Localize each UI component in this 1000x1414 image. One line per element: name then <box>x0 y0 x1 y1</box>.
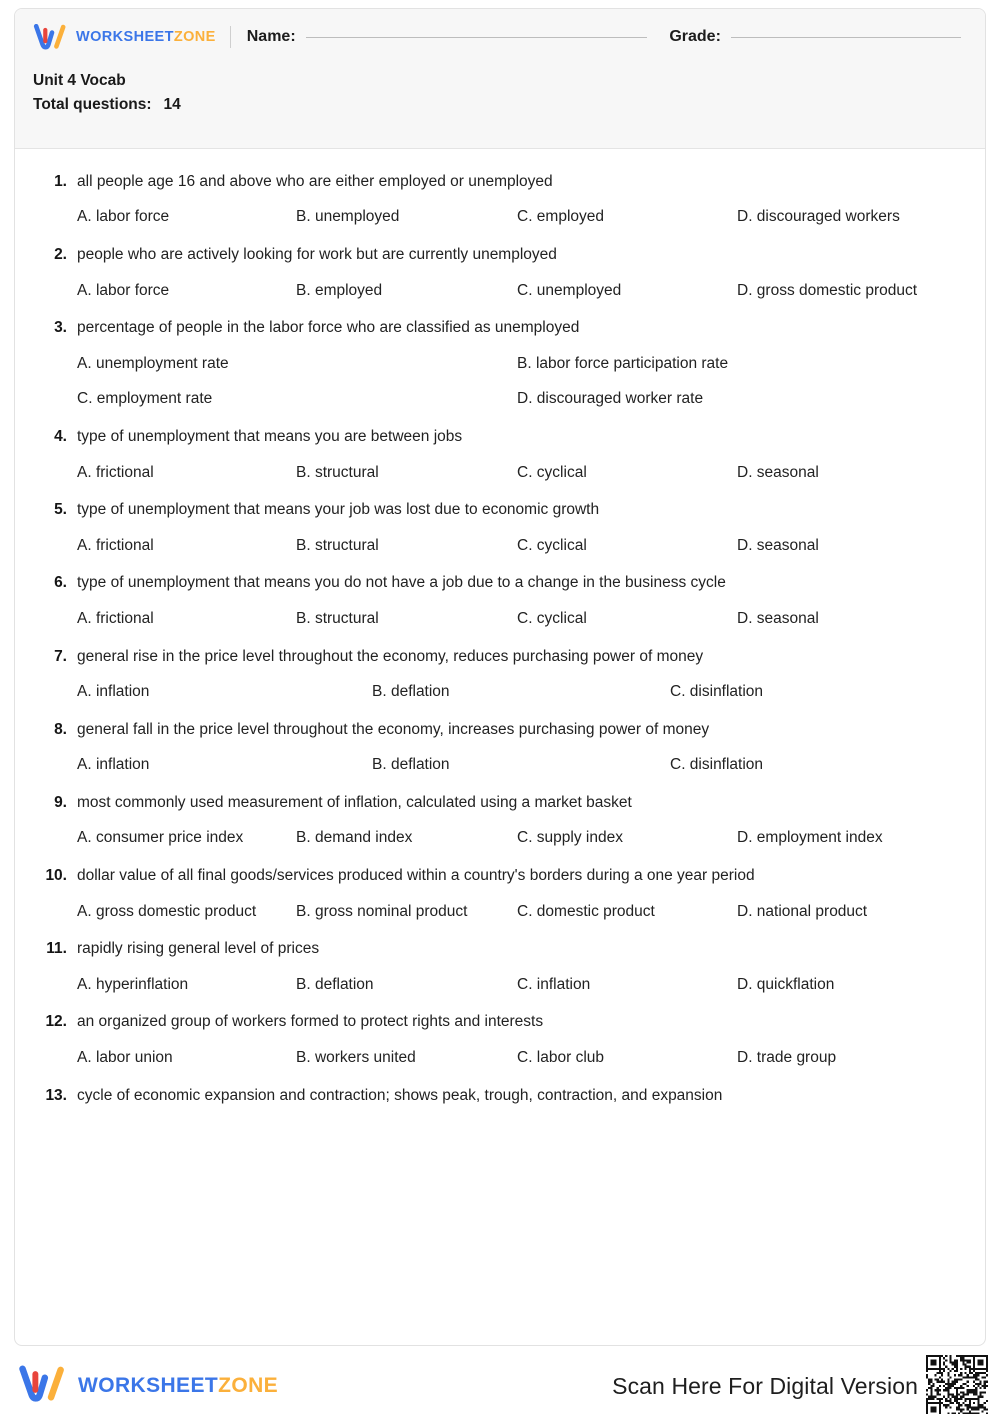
question-text: rapidly rising general level of prices <box>77 940 320 958</box>
question-options <box>77 353 963 410</box>
worksheet-zone-logo-icon <box>33 24 67 50</box>
question-item <box>37 646 963 703</box>
question-header <box>37 244 963 266</box>
brand-name-part2: ZONE <box>173 29 216 45</box>
answer-option[interactable]: B. deflation <box>296 975 374 993</box>
question-item <box>37 719 963 776</box>
question-item <box>37 426 963 483</box>
question-header <box>37 865 963 887</box>
answer-option[interactable]: B. labor force participation rate <box>517 354 729 372</box>
answer-option[interactable]: C. inflation <box>517 975 591 993</box>
question-options <box>77 206 963 228</box>
answer-option[interactable]: A. labor force <box>77 208 170 226</box>
question-text: cycle of economic expansion and contraction; shows peak, trough, contraction, and expansion <box>77 1086 723 1104</box>
answer-option[interactable]: C. employment rate <box>77 390 213 408</box>
question-header <box>37 171 963 193</box>
answer-option[interactable]: B. deflation <box>372 683 450 701</box>
answer-option[interactable]: A. inflation <box>77 683 150 701</box>
answer-option[interactable]: B. gross nominal product <box>296 902 468 920</box>
question-header <box>37 572 963 594</box>
question-header <box>37 317 963 339</box>
worksheet-header <box>15 9 985 149</box>
answer-option[interactable]: C. disinflation <box>670 683 764 701</box>
question-number: 11. <box>46 940 67 958</box>
question-options <box>77 535 963 557</box>
question-number: 12. <box>45 1013 67 1031</box>
scan-section <box>612 1355 988 1414</box>
answer-option[interactable]: B. workers united <box>296 1048 416 1066</box>
answer-option[interactable]: C. cyclical <box>517 536 587 554</box>
answer-option[interactable]: A. frictional <box>77 536 154 554</box>
question-text: type of unemployment that means you are between jobs <box>77 428 463 446</box>
answer-option[interactable]: B. structural <box>296 609 379 627</box>
header-divider <box>230 26 231 48</box>
footer-brand-wordmark <box>78 1374 278 1398</box>
qr-code-icon[interactable] <box>926 1355 988 1414</box>
answer-option[interactable]: D. trade group <box>737 1048 837 1066</box>
question-item <box>37 792 963 849</box>
question-options <box>77 901 963 923</box>
question-options <box>77 827 963 849</box>
question-options <box>77 1047 963 1069</box>
question-number: 13. <box>45 1086 67 1104</box>
question-number: 3. <box>54 319 67 337</box>
question-item <box>37 572 963 629</box>
answer-option[interactable]: B. structural <box>296 463 379 481</box>
answer-option[interactable]: A. frictional <box>77 463 154 481</box>
question-text: general fall in the price level throughout the economy, increases purchasing power of money <box>77 720 710 738</box>
brand-logo <box>33 24 216 50</box>
page-footer <box>0 1358 1000 1414</box>
question-text: people who are actively looking for work but are currently unemployed <box>77 246 557 264</box>
question-text: type of unemployment that means your job was lost due to economic growth <box>77 501 600 519</box>
question-number: 2. <box>54 246 67 264</box>
question-header <box>37 1011 963 1033</box>
brand-name-part1: WORKSHEET <box>76 29 174 45</box>
answer-option[interactable]: D. seasonal <box>737 609 819 627</box>
answer-option[interactable]: B. deflation <box>372 756 450 774</box>
total-questions-label: Total questions: <box>33 96 152 114</box>
question-number: 1. <box>54 173 67 190</box>
question-number: 5. <box>54 501 67 519</box>
answer-option[interactable]: D. seasonal <box>737 536 819 554</box>
footer-brand-name-part1: WORKSHEET <box>78 1374 219 1397</box>
question-text: type of unemployment that means you do not have a job due to a change in the business cycle <box>77 574 726 592</box>
grade-field[interactable] <box>669 28 965 46</box>
answer-option[interactable]: A. consumer price index <box>77 829 244 847</box>
question-header <box>37 792 963 814</box>
brand-wordmark <box>76 29 216 45</box>
question-header <box>37 938 963 960</box>
question-item <box>37 1011 963 1068</box>
question-number: 7. <box>54 647 67 665</box>
answer-option[interactable]: D. national product <box>737 902 868 920</box>
question-header <box>37 499 963 521</box>
footer-brand-logo <box>18 1365 278 1408</box>
answer-option[interactable]: A. labor force <box>77 281 170 299</box>
total-questions-value: 14 <box>163 96 181 114</box>
worksheet-zone-logo-icon <box>18 1365 66 1408</box>
question-number: 4. <box>54 428 67 446</box>
question-item <box>37 1085 963 1107</box>
questions-list <box>15 149 985 1107</box>
question-item <box>37 171 963 228</box>
worksheet-title: Unit 4 Vocab <box>33 72 126 89</box>
question-item <box>37 317 963 410</box>
footer-brand-name-part2: ZONE <box>218 1374 279 1397</box>
question-number: 9. <box>54 793 67 811</box>
question-item <box>37 938 963 995</box>
question-header <box>37 646 963 668</box>
question-header <box>37 426 963 448</box>
question-text: all people age 16 and above who are either employed or unemployed <box>77 173 553 190</box>
question-text: percentage of people in the labor force who are classified as unemployed <box>77 319 580 337</box>
answer-option[interactable]: C. disinflation <box>670 756 764 774</box>
answer-option[interactable]: C. labor club <box>517 1048 605 1066</box>
answer-option[interactable]: B. structural <box>296 536 379 554</box>
answer-option[interactable]: A. hyperinflation <box>77 975 189 993</box>
question-header <box>37 719 963 741</box>
question-text: most commonly used measurement of inflation, calculated using a market basket <box>77 793 632 811</box>
question-number: 10. <box>45 867 67 885</box>
question-item <box>37 244 963 301</box>
answer-option[interactable]: D. discouraged worker rate <box>517 390 704 408</box>
answer-option[interactable]: C. domestic product <box>517 902 655 920</box>
header-top-row <box>15 9 985 65</box>
answer-option[interactable]: D. employment index <box>737 829 883 847</box>
question-options <box>77 280 963 302</box>
answer-option[interactable]: A. unemployment rate <box>77 354 229 372</box>
name-label: Name: <box>246 28 296 45</box>
question-header <box>37 1085 963 1107</box>
answer-option[interactable]: A. gross domestic product <box>77 902 257 920</box>
scan-here-text: Scan Here For Digital Version <box>612 1372 918 1399</box>
answer-option[interactable]: B. demand index <box>296 829 413 847</box>
grade-write-line[interactable] <box>731 37 961 38</box>
answer-option[interactable]: B. unemployed <box>296 208 400 226</box>
question-options <box>77 754 963 776</box>
name-field[interactable] <box>247 28 652 46</box>
answer-option[interactable]: D. gross domestic product <box>737 281 918 299</box>
answer-option[interactable]: C. employed <box>517 208 605 226</box>
answer-option[interactable]: C. unemployed <box>517 281 622 299</box>
answer-option[interactable]: C. supply index <box>517 829 623 847</box>
question-options <box>77 974 963 996</box>
question-options <box>77 462 963 484</box>
header-meta <box>15 65 985 117</box>
answer-option[interactable]: D. discouraged workers <box>737 208 900 226</box>
question-item <box>37 499 963 556</box>
question-options <box>77 608 963 630</box>
question-text: dollar value of all final goods/services produced within a country's borders during a one year period <box>77 867 755 885</box>
answer-option[interactable]: C. cyclical <box>517 463 587 481</box>
total-questions <box>33 93 985 117</box>
answer-option[interactable]: A. labor union <box>77 1048 173 1066</box>
question-text: an organized group of workers formed to protect rights and interests <box>77 1013 544 1031</box>
answer-option[interactable]: D. quickflation <box>737 975 835 993</box>
grade-label: Grade: <box>669 28 721 45</box>
question-item <box>37 865 963 922</box>
answer-option[interactable]: A. frictional <box>77 609 154 627</box>
answer-option[interactable]: D. seasonal <box>737 463 819 481</box>
question-number: 8. <box>54 720 67 738</box>
answer-option[interactable]: A. inflation <box>77 756 150 774</box>
worksheet-card <box>14 8 986 1346</box>
answer-option[interactable]: C. cyclical <box>517 609 587 627</box>
question-number: 6. <box>54 574 67 592</box>
question-options <box>77 681 963 703</box>
name-write-line[interactable] <box>306 37 648 38</box>
answer-option[interactable]: B. employed <box>296 281 383 299</box>
question-text: general rise in the price level throughout the economy, reduces purchasing power of money <box>77 647 704 665</box>
